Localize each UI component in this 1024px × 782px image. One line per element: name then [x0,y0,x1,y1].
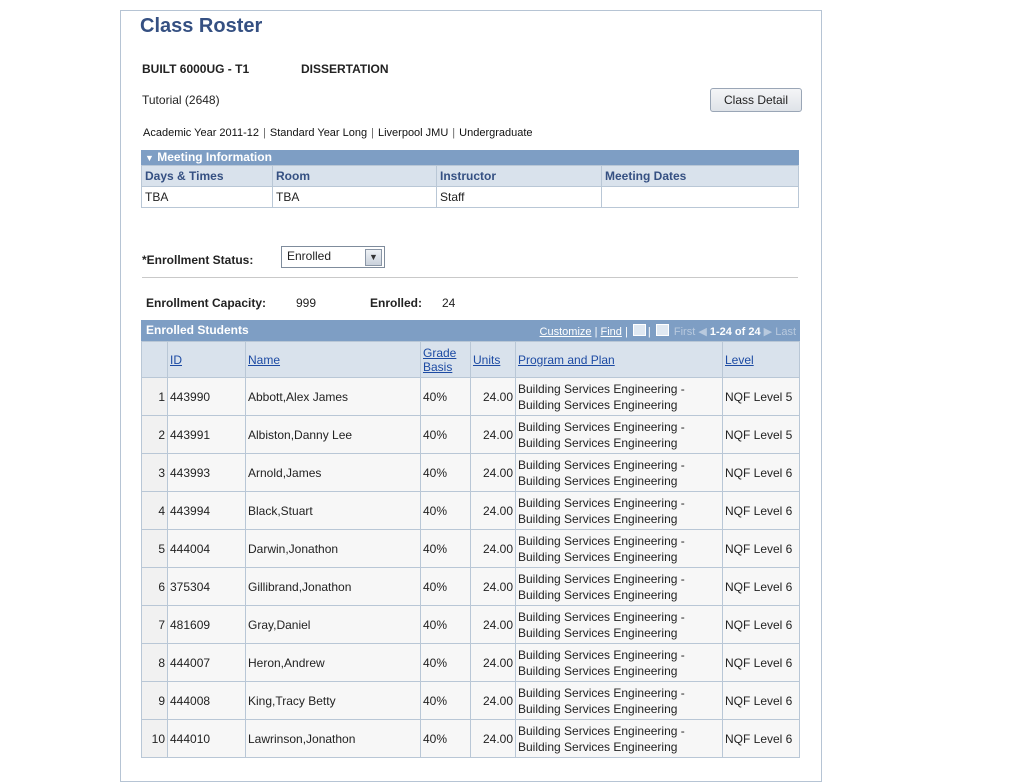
student-name: Black,Stuart [246,492,421,530]
table-row [142,606,800,644]
program-plan: Building Services Engineering - Building Services Engineering [516,568,723,606]
units: 24.00 [471,644,516,682]
student-name: Gray,Daniel [246,606,421,644]
sort-level-link[interactable]: Level [725,352,754,367]
units: 24.00 [471,416,516,454]
meeting-information-header[interactable]: ▼ Meeting Information [141,150,799,165]
last-link[interactable]: Last [775,326,796,338]
student-id: 481609 [168,606,246,644]
grade-basis: 40% [421,492,471,530]
row-number: 3 [142,454,168,492]
level: NQF Level 6 [723,568,800,606]
student-id: 444008 [168,682,246,720]
level: NQF Level 6 [723,644,800,682]
room-value: TBA [273,187,437,208]
sort-grade-basis-link[interactable]: Grade Basis [423,345,457,374]
sort-id-link[interactable]: ID [170,352,182,367]
grade-basis: 40% [421,720,471,758]
units: 24.00 [471,720,516,758]
student-id: 443993 [168,454,246,492]
level: NQF Level 5 [723,378,800,416]
enrolled-students-grid [141,320,800,758]
table-row [142,454,800,492]
table-row [142,378,800,416]
table-row [142,720,800,758]
table-row [142,644,800,682]
sort-name-link[interactable]: Name [248,352,281,367]
instructor-value: Staff [437,187,602,208]
units: 24.00 [471,454,516,492]
student-name: Gillibrand,Jonathon [246,568,421,606]
find-link[interactable]: Find [600,326,622,338]
collapse-triangle-icon[interactable]: ▼ [145,153,154,163]
first-link[interactable]: First [673,326,696,338]
units: 24.00 [471,530,516,568]
sort-program-plan-link[interactable]: Program and Plan [518,352,615,367]
units: 24.00 [471,606,516,644]
program-plan: Building Services Engineering - Building Services Engineering [516,416,723,454]
grade-basis: 40% [421,606,471,644]
level: NQF Level 6 [723,682,800,720]
table-row [142,492,800,530]
student-name: Albiston,Danny Lee [246,416,421,454]
student-name: Darwin,Jonathon [246,530,421,568]
previous-arrow-icon[interactable]: ◀ [698,326,707,338]
table-row [142,530,800,568]
program-plan: Building Services Engineering - Building Services Engineering [516,682,723,720]
career: Undergraduate [459,127,533,139]
download-icon[interactable] [656,324,669,336]
student-id: 375304 [168,568,246,606]
col-meeting-dates: Meeting Dates [602,166,799,187]
units: 24.00 [471,682,516,720]
level: NQF Level 6 [723,454,800,492]
grid-navigation: Customize | Find | | First ◀ 1-24 of 24 ▶ Last [539,326,796,338]
row-number: 6 [142,568,168,606]
level: NQF Level 6 [723,720,800,758]
program-plan: Building Services Engineering - Building Services Engineering [516,606,723,644]
row-range: 1-24 of 24 [709,326,761,338]
student-id: 444010 [168,720,246,758]
row-number: 8 [142,644,168,682]
session: Standard Year Long [269,127,368,139]
next-arrow-icon[interactable]: ▶ [763,326,773,338]
row-number: 7 [142,606,168,644]
row-number: 10 [142,720,168,758]
student-id: 443994 [168,492,246,530]
sort-units-link[interactable]: Units [473,352,501,367]
grade-basis: 40% [421,454,471,492]
program-plan: Building Services Engineering - Building Services Engineering [516,492,723,530]
student-name: Lawrinson,Jonathon [246,720,421,758]
enrolled-value: 24 [442,296,456,310]
view-all-icon[interactable] [633,324,646,336]
table-row [142,682,800,720]
course-code: BUILT 6000UG - T1 [142,62,250,76]
student-id: 443991 [168,416,246,454]
col-instructor: Instructor [437,166,602,187]
academic-info: Academic Year 2011-12 | Standard Year Long | Liverpool JMU | Undergraduate [143,127,533,139]
table-row [142,568,800,606]
students-table [141,341,800,758]
level: NQF Level 6 [723,492,800,530]
table-row [142,416,800,454]
course-name: DISSERTATION [301,62,389,76]
level: NQF Level 5 [723,416,800,454]
col-room: Room [273,166,437,187]
enrollment-status-select[interactable] [281,246,385,268]
grade-basis: 40% [421,416,471,454]
level: NQF Level 6 [723,530,800,568]
col-days-times: Days & Times [142,166,273,187]
meeting-dates-value [602,187,799,208]
days-times-value: TBA [142,187,273,208]
program-plan: Building Services Engineering - Building Services Engineering [516,530,723,568]
row-number: 9 [142,682,168,720]
enrolled-students-header: Enrolled Students Customize | Find | | First ◀ 1-24 of 24 ▶ Last [141,320,800,341]
class-detail-button[interactable]: Class Detail [710,88,802,112]
divider [142,277,798,278]
row-number: 5 [142,530,168,568]
meeting-information-panel [141,150,799,208]
row-number: 4 [142,492,168,530]
program-plan: Building Services Engineering - Building Services Engineering [516,644,723,682]
meeting-table [141,165,799,208]
grade-basis: 40% [421,378,471,416]
grade-basis: 40% [421,682,471,720]
units: 24.00 [471,378,516,416]
section-info: Tutorial (2648) [142,93,220,107]
row-number: 1 [142,378,168,416]
student-id: 443990 [168,378,246,416]
program-plan: Building Services Engineering - Building Services Engineering [516,454,723,492]
institution: Liverpool JMU [377,127,449,139]
capacity-label: Enrollment Capacity: [146,296,267,310]
student-name: Arnold,James [246,454,421,492]
academic-year: Academic Year 2011-12 [143,127,259,139]
level: NQF Level 6 [723,606,800,644]
capacity-value: 999 [296,296,317,310]
student-id: 444007 [168,644,246,682]
grade-basis: 40% [421,530,471,568]
enrollment-status-label: *Enrollment Status: [142,253,254,267]
student-name: Heron,Andrew [246,644,421,682]
enrollment-status-value: Enrolled [287,249,332,263]
student-name: King,Tracy Betty [246,682,421,720]
units: 24.00 [471,492,516,530]
enrolled-label: Enrolled: [370,296,423,310]
col-row-number [142,342,168,378]
units: 24.00 [471,568,516,606]
grade-basis: 40% [421,644,471,682]
page-title: Class Roster [140,15,263,37]
student-id: 444004 [168,530,246,568]
program-plan: Building Services Engineering - Building Services Engineering [516,378,723,416]
grade-basis: 40% [421,568,471,606]
chevron-down-icon[interactable]: ▼ [365,249,382,266]
student-name: Abbott,Alex James [246,378,421,416]
customize-link[interactable]: Customize [539,326,592,338]
program-plan: Building Services Engineering - Building Services Engineering [516,720,723,758]
row-number: 2 [142,416,168,454]
